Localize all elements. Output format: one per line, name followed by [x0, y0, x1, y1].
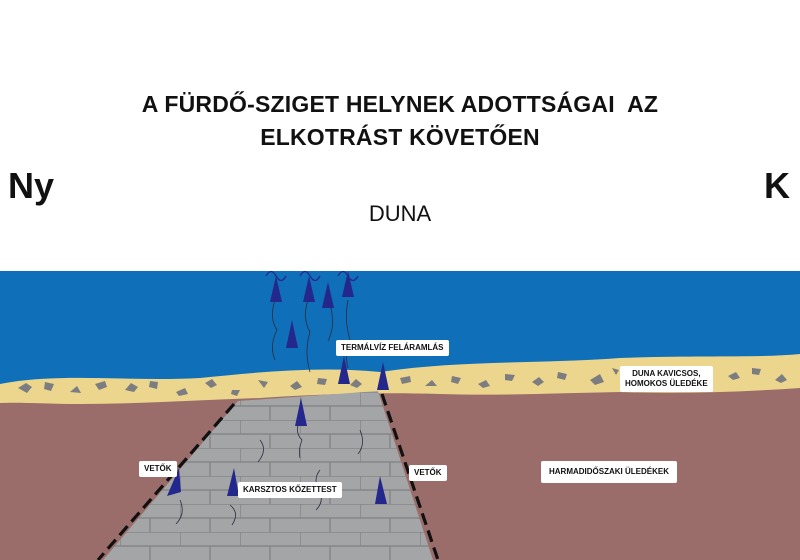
diagram-title	[0, 88, 800, 154]
east-label: K	[764, 165, 790, 206]
thermal-upflow-label: TERMÁLVÍZ FELÁRAMLÁS	[336, 340, 449, 356]
karst-body-label: KARSZTOS KŐZETTEST	[238, 482, 342, 498]
title-line-1: A FÜRDŐ-SZIGET HELYNEK ADOTTSÁGAI AZ	[141, 91, 659, 117]
gravel-sediment-label: DUNA KAVICSOS, HOMOKOS ÜLEDÉKE	[620, 366, 713, 392]
title-line-2: ELKOTRÁST KÖVETŐEN	[260, 124, 540, 150]
river-label: DUNA	[368, 201, 432, 226]
west-label: Ny	[8, 165, 55, 206]
faults-right-label: VETŐK	[409, 465, 447, 481]
faults-left-label: VETŐK	[139, 461, 177, 477]
tertiary-sediment-label: HARMADIDŐSZAKI ÜLEDÉKEK	[541, 461, 677, 483]
